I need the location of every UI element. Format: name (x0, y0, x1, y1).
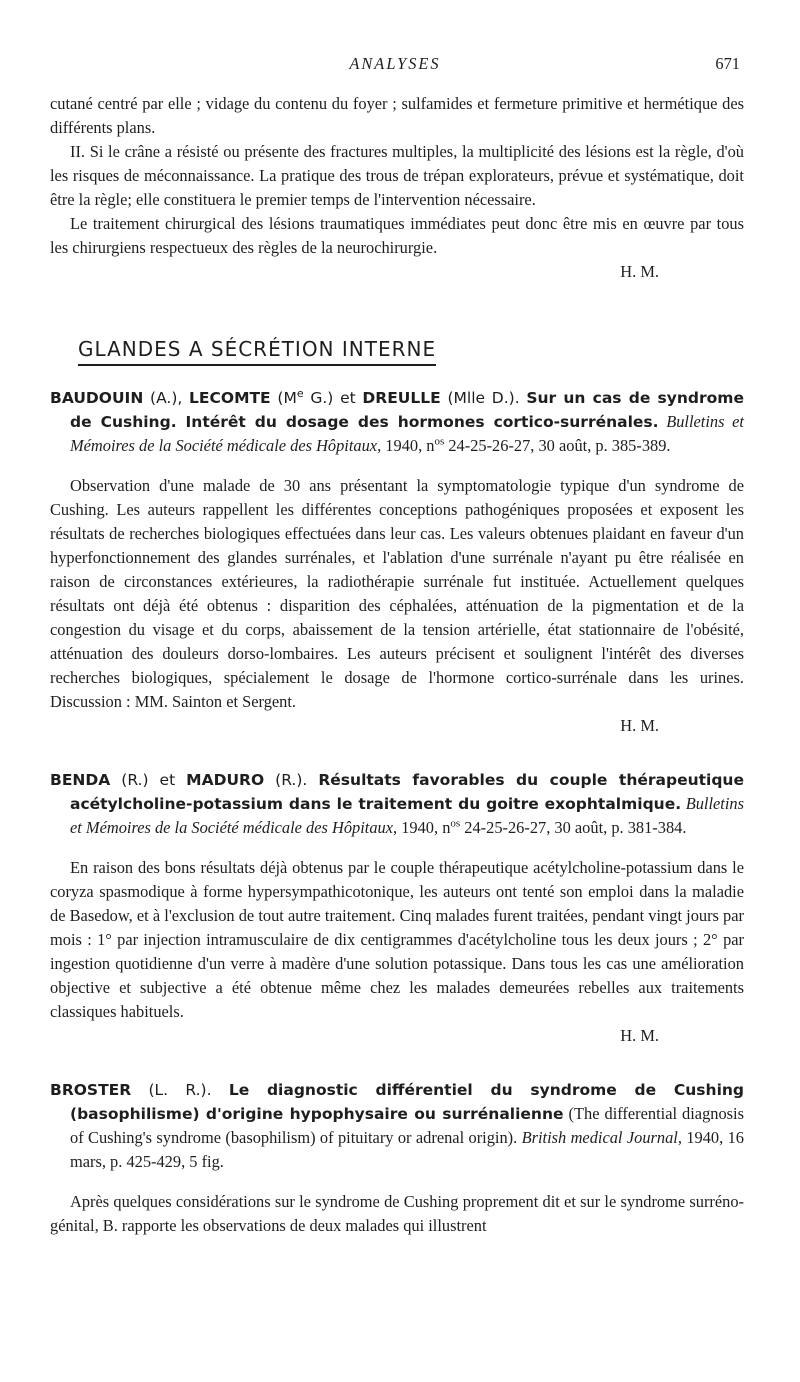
journal-name: British medical Journal, (521, 1128, 682, 1147)
running-title: ANALYSES (349, 54, 441, 73)
page-header (50, 52, 740, 76)
abstract-entry (50, 386, 744, 738)
abstract-text: Observation d'une malade de 30 ans présentant la symptomatologie typique d'un syndrome de Cushing. Les auteurs rappellent les différentes conceptions pathogéniques proposées et exposent les résultats de recherches biologiques effectuées dans leur cas. Les valeurs obtenues plaidant en faveur d'un hyperfonctionnement des glandes surrénales, et l'ablation d'une surrénale n'ayant pu être réalisée en raison de circonstances extérieures, la radiothérapie surrénale fut instituée. Actuellement quelques résultats ont déjà été obtenus : disparition des céphalées, atténuation de la pigmentation et de la congestion du visage et du corps, abaissement de la tension artérielle, état stationnaire de l'obésité, atténuation des douleurs dorso-lombaires. Les auteurs précisent et soulignent l'intérêt des diverses recherches biologiques, spécialement le dosage de l'hormone cortico-surrénale dans les urines. Discussion : MM. Sainton et Sergent. (50, 476, 744, 711)
signature: H. M. (620, 1026, 659, 1045)
citation-details: 1940, 16 mars, p. 425-429, 5 fig. (70, 1128, 744, 1171)
author-initials: (Mlle D.). (447, 389, 520, 407)
superscript: e (296, 386, 304, 400)
page-body (50, 92, 744, 1268)
author-initials: (L. R.). (148, 1081, 212, 1099)
citation: 1940, n (385, 436, 435, 455)
author-initials: (A.), (150, 389, 183, 407)
citation-details: 24-25-26-27, 30 août, p. 385-389. (448, 436, 671, 455)
citation-details: 24-25-26-27, 30 août, p. 381-384. (464, 818, 687, 837)
author-name: BAUDOUIN (50, 389, 144, 407)
joiner: et (159, 771, 176, 789)
author-initials: G.) (310, 389, 334, 407)
author-initials: (R.) (121, 771, 149, 789)
author-initials: (R.). (275, 771, 308, 789)
reference (50, 768, 744, 840)
page-number: 671 (715, 54, 740, 73)
abstract-text: En raison des bons résultats déjà obtenus par le couple thérapeutique acétylcholine-potassium dans le coryza spasmodique à forme hypersympathicotonique, les auteurs ont tenté son emploi dans la maladie de Basedow, et à l'exclusion de tout autre traitement. Cinq malades furent traitées, pendant vingt jours par mois : 1° par injection intramusculaire de dix centigrammes d'acétylcholine tous les deux jours ; 2° par ingestion quotidienne d'un verre à madère d'une solution potassique. Dans tous les cas une amélioration objective et subjective a été obtenue même chez les malades demeurées rebelles aux traitements classiques habituels. (50, 858, 744, 1021)
reference (50, 386, 744, 458)
intro-paragraph-1: cutané centré par elle ; vidage du contenu du foyer ; sulfamides et fermeture primitive et hermétique des différents plans. (50, 94, 744, 137)
intro-paragraph-3: Le traitement chirurgical des lésions traumatiques immédiates peut donc être mis en œuvre par tous les chirurgiens respectueux des règles de la neurochirurgie. (50, 214, 744, 257)
joiner: et (340, 389, 356, 407)
author-name: LECOMTE (189, 389, 271, 407)
intro-paragraph-2: II. Si le crâne a résisté ou présente des fractures multiples, la multiplicité des lésions est la règle, d'où les risques de méconnaissance. La pratique des trous de trépan explorateurs, prévue et systématique, doit être la règle; elle constituera le premier temps de l'intervention nécessaire. (50, 142, 744, 209)
author-name: DREULLE (362, 389, 441, 407)
signature: H. M. (620, 716, 659, 735)
author-name: BROSTER (50, 1081, 132, 1099)
article-title-english: (The differential diagnosis of Cushing's syndrome (basophilism) of pituitary or adrenal origin). (70, 1104, 744, 1147)
superscript: os (434, 435, 445, 448)
section-heading: GLANDES A SÉCRÉTION INTERNE (78, 336, 436, 366)
reference (50, 1078, 744, 1174)
journal-name: Bulletins et Mémoires de la Société médicale des Hôpitaux, (70, 794, 744, 837)
journal-name: Bulletins et Mémoires de la Société médicale des Hôpitaux, (70, 412, 744, 455)
intro-signature: H. M. (620, 262, 659, 281)
abstract-entry (50, 768, 744, 1048)
abstract-entry (50, 1078, 744, 1238)
article-title: Le diagnostic différentiel du syndrome de Cushing (basophilisme) d'origine hypophysaire ou surrénalienne (70, 1081, 745, 1123)
author-name: MADURO (186, 771, 265, 789)
author-initials: (M (277, 389, 297, 407)
article-title: Résultats favorables du couple thérapeutique acétylcholine-potassium dans le traitement du goitre exophtalmique. (70, 771, 744, 813)
author-list (50, 386, 526, 407)
article-title: Sur un cas de syndrome de Cushing. Intérêt du dosage des hormones cortico-surrénales. (70, 389, 744, 431)
author-list (50, 1081, 229, 1099)
superscript: os (450, 817, 461, 830)
author-name: BENDA (50, 771, 111, 789)
author-list (50, 771, 318, 789)
citation: 1940, n (401, 818, 451, 837)
abstract-text: Après quelques considérations sur le syndrome de Cushing proprement dit et sur le syndrome surréno-génital, B. rapporte les observations de deux malades qui illustrent (50, 1192, 744, 1235)
